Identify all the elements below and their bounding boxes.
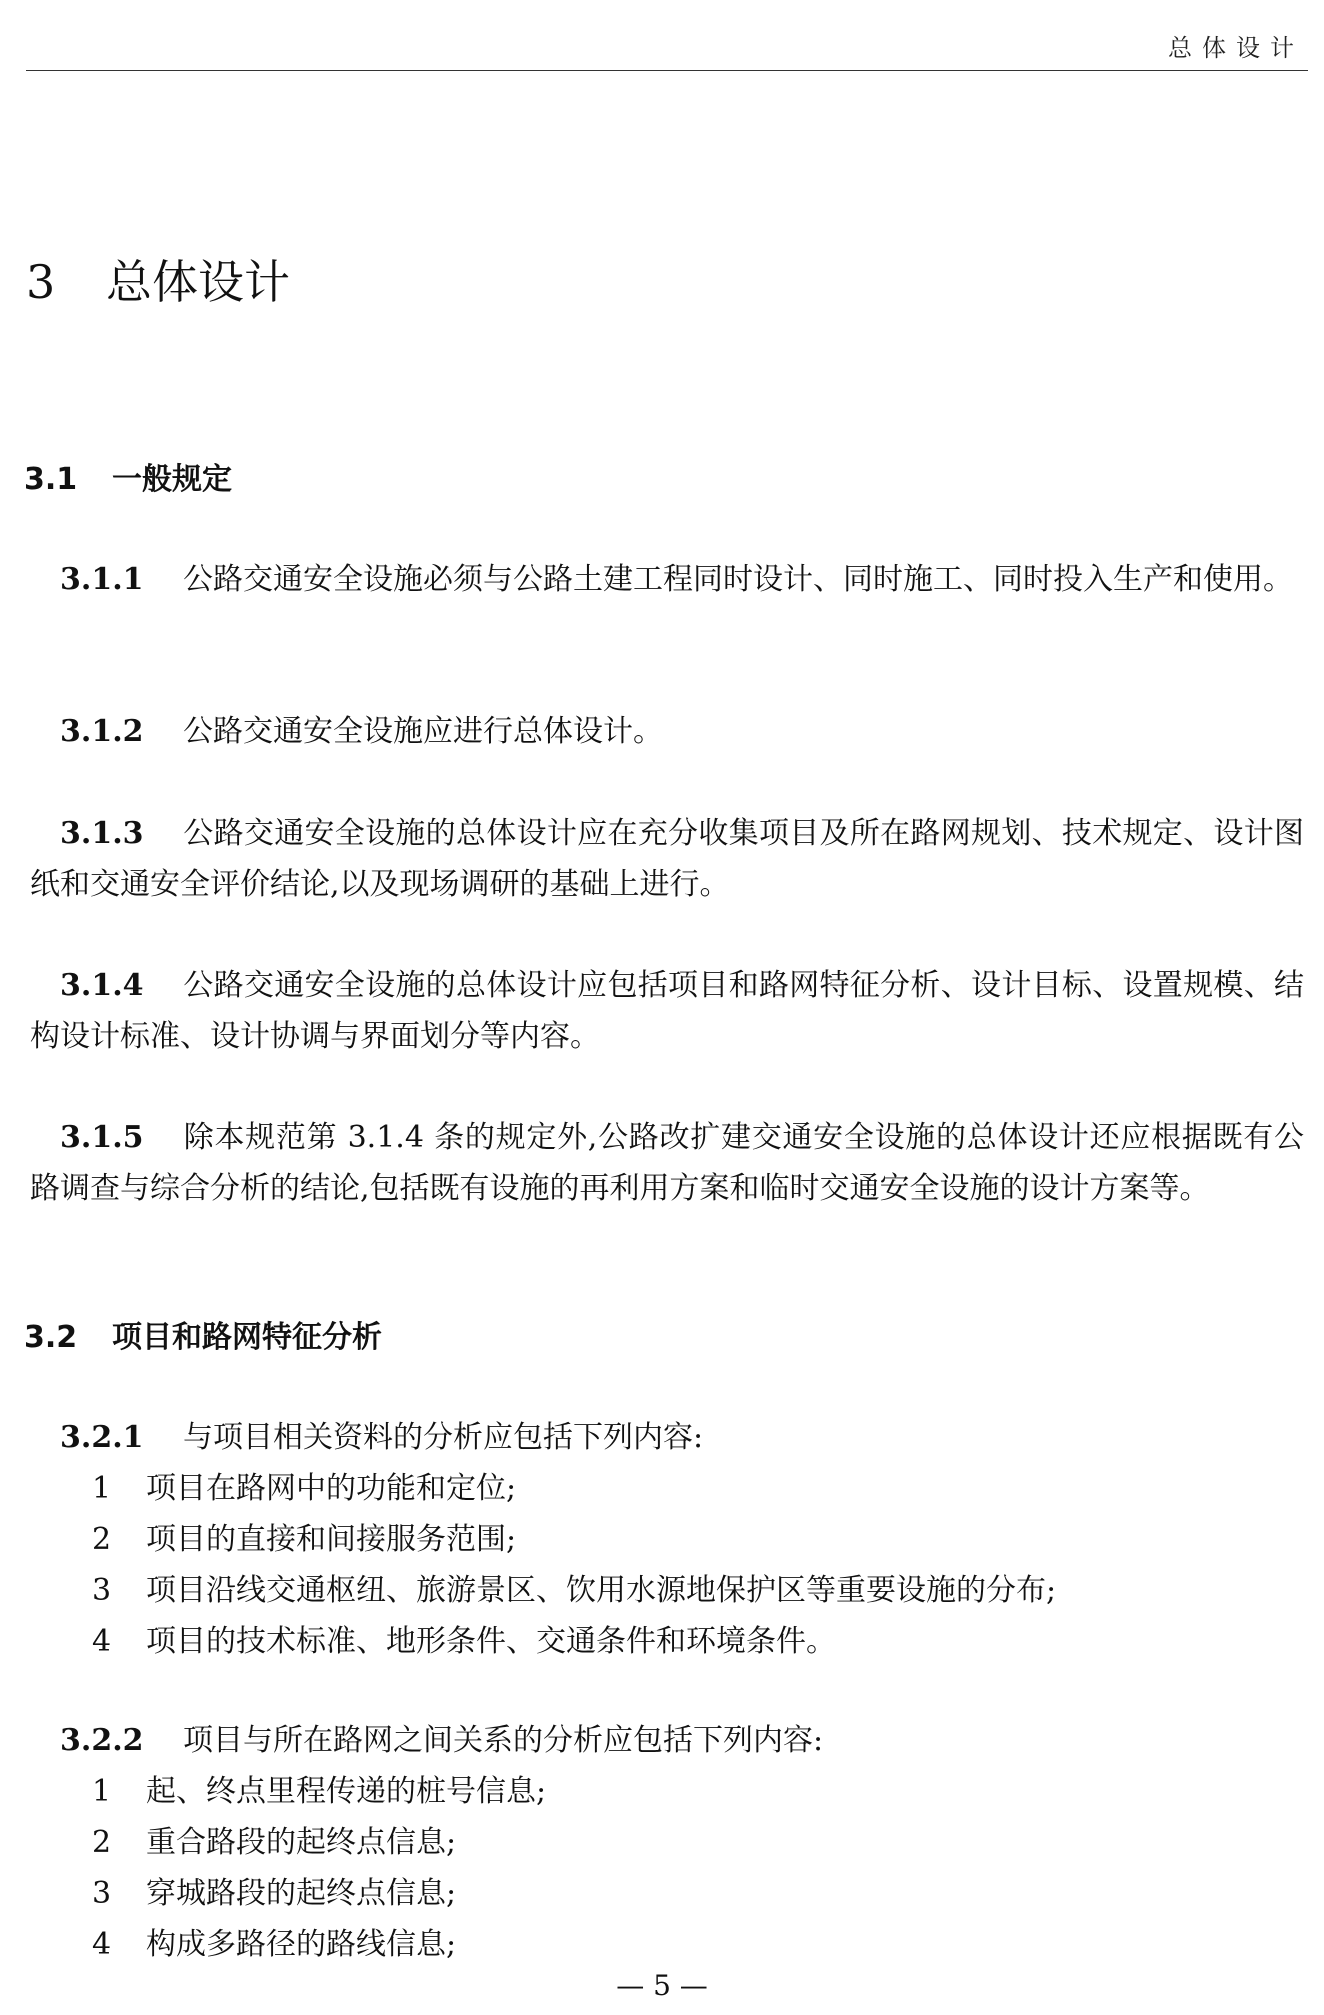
- running-header-title: 总体设计: [1168, 34, 1304, 62]
- list-item-text: 项目的技术标准、地形条件、交通条件和环境条件。: [146, 1624, 836, 1659]
- header-rule: [26, 70, 1308, 71]
- list-item-number: 1: [92, 1774, 112, 1809]
- clause-text: 公路交通安全设施应进行总体设计。: [183, 714, 663, 749]
- list-item: [92, 1514, 1056, 1565]
- list-item-number: 3: [92, 1573, 112, 1608]
- chapter-title: [26, 252, 290, 312]
- section-title: 项目和路网特征分析: [112, 1320, 382, 1355]
- clause-number: 3.1.4: [60, 968, 144, 1003]
- list-item-text: 重合路段的起终点信息;: [146, 1825, 457, 1860]
- clause-3-1-3: [30, 808, 1304, 910]
- clause-text: 公路交通安全设施的总体设计应包括项目和路网特征分析、设计目标、设置规模、结构设计标准、设计协调与界面划分等内容。: [30, 968, 1304, 1054]
- list-item-text: 穿城路段的起终点信息;: [146, 1876, 457, 1911]
- list-item: [92, 1766, 546, 1817]
- clause-number: 3.1.3: [60, 816, 144, 851]
- chapter-title-text: 总体设计: [106, 255, 290, 309]
- list-item-text: 项目在路网中的功能和定位;: [146, 1471, 517, 1506]
- clause-3-2-1: [60, 1412, 703, 1463]
- list-item-number: 2: [92, 1825, 112, 1860]
- section-heading-3-1: [24, 460, 232, 500]
- list-item: [92, 1565, 1056, 1616]
- list-item: [92, 1919, 546, 1970]
- list-item-text: 项目的直接和间接服务范围;: [146, 1522, 517, 1557]
- clause-text: 与项目相关资料的分析应包括下列内容:: [183, 1420, 704, 1455]
- list-item-text: 项目沿线交通枢纽、旅游景区、饮用水源地保护区等重要设施的分布;: [146, 1573, 1057, 1608]
- list-item-number: 4: [92, 1927, 112, 1962]
- list-item: [92, 1868, 546, 1919]
- clause-3-1-4: [30, 960, 1304, 1062]
- list-item: [92, 1616, 1056, 1667]
- clause-3-2-2-list: [92, 1766, 546, 1970]
- list-item-text: 构成多路径的路线信息;: [146, 1927, 457, 1962]
- clause-number: 3.1.5: [60, 1120, 144, 1155]
- section-number: 3.2: [24, 1320, 78, 1355]
- clause-text: 公路交通安全设施的总体设计应在充分收集项目及所在路网规划、技术规定、设计图纸和交通安全评价结论,以及现场调研的基础上进行。: [30, 816, 1304, 902]
- chapter-number: 3: [26, 255, 56, 309]
- list-item-number: 2: [92, 1522, 112, 1557]
- list-item-number: 3: [92, 1876, 112, 1911]
- list-item-number: 1: [92, 1471, 112, 1506]
- page-number: — 5 —: [616, 1969, 708, 2002]
- clause-number: 3.1.2: [60, 714, 144, 749]
- section-heading-3-2: [24, 1318, 382, 1358]
- clause-3-1-5: [30, 1112, 1304, 1214]
- clause-3-2-1-list: [92, 1463, 1056, 1667]
- list-item-text: 起、终点里程传递的桩号信息;: [146, 1774, 547, 1809]
- section-number: 3.1: [24, 462, 78, 497]
- clause-text: 除本规范第 3.1.4 条的规定外,公路改扩建交通安全设施的总体设计还应根据既有公路调查与综合分析的结论,包括既有设施的再利用方案和临时交通安全设施的设计方案等。: [30, 1120, 1304, 1206]
- clause-3-1-1: [30, 554, 1304, 605]
- list-item-number: 4: [92, 1624, 112, 1659]
- clause-3-1-2: [30, 706, 1304, 757]
- list-item: [92, 1463, 1056, 1514]
- clause-number: 3.2.1: [60, 1420, 144, 1455]
- section-title: 一般规定: [112, 462, 232, 497]
- list-item: [92, 1817, 546, 1868]
- clause-text: 公路交通安全设施必须与公路土建工程同时设计、同时施工、同时投入生产和使用。: [183, 562, 1293, 597]
- clause-3-2-2: [60, 1715, 823, 1766]
- clause-number: 3.1.1: [60, 562, 144, 597]
- clause-number: 3.2.2: [60, 1723, 144, 1758]
- clause-text: 项目与所在路网之间关系的分析应包括下列内容:: [183, 1723, 824, 1758]
